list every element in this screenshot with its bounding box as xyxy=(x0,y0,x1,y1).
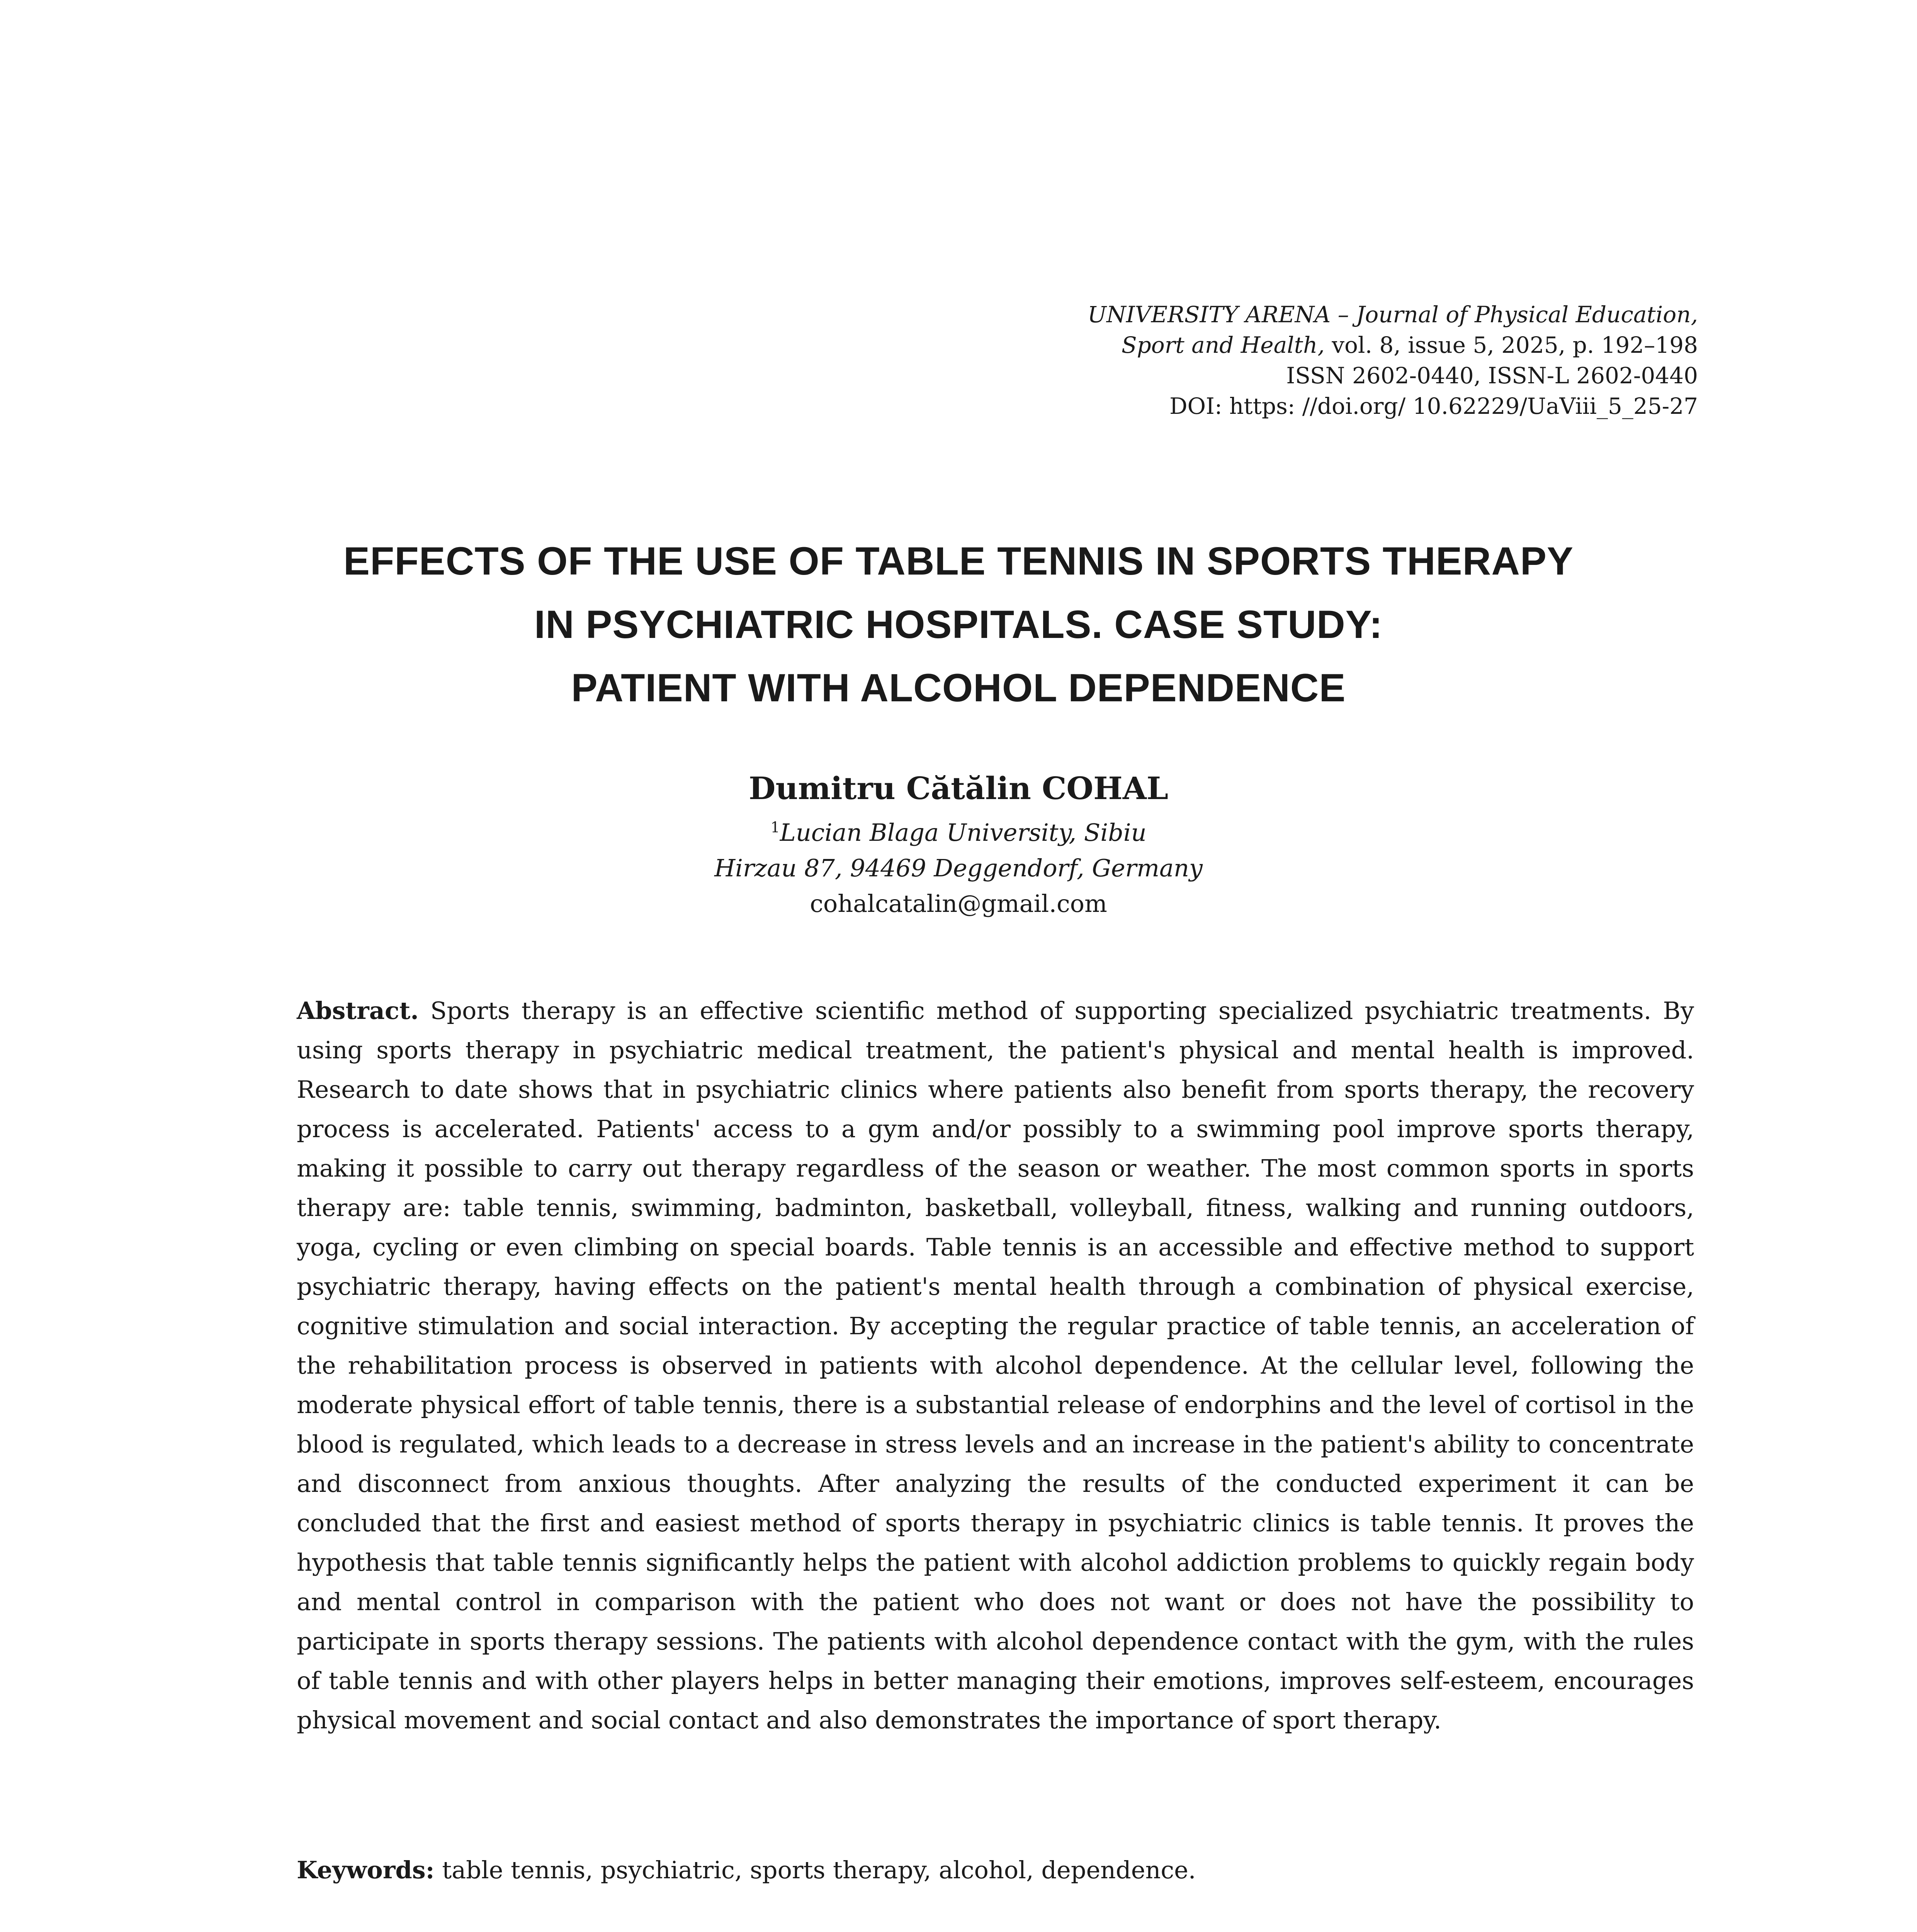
keywords-text: table tennis, psychiatric, sports therapy, alcohol, dependence. xyxy=(442,1856,1196,1884)
abstract xyxy=(297,991,1694,1740)
abstract-label: Abstract. xyxy=(297,997,419,1025)
author-name: Dumitru Cătălin COHAL xyxy=(748,770,1169,806)
author-block xyxy=(219,767,1698,922)
author-address: Hirzau 87, 94469 Deggendorf, Germany xyxy=(714,854,1203,882)
keywords-label: Keywords: xyxy=(297,1856,435,1884)
journal-doi: DOI: https: //doi.org/ 10.62229/UaViii_5_25-27 xyxy=(1169,393,1698,419)
affiliation-mark: 1 xyxy=(770,819,780,836)
abstract-text: Sports therapy is an effective scientific method of supporting specialized psychiatric treatments. By using sports therapy in psychiatric medical treatment, the patient's physical and mental health is improved. Research to date shows that in psychiatric clinics where patients also benefit from sports therapy, the recovery process is accelerated. Patients' access to a gym and/or possibly to a swimming pool improve sports therapy, making it possible to carry out therapy regardless of the season or weather. The most common sports in sports therapy are: table tennis, swimming, badminton, basketball, volleyball, fitness, walking and running outdoors, yoga, cycling or even climbing on special boards. Table tennis is an accessible and effective method to support psychiatric therapy, having effects on the patient's mental health through a combination of physical exercise, cognitive stimulation and social interaction. By accepting the regular practice of table tennis, an acceleration of the rehabilitation process is observed in patients with alcohol dependence. At the cellular level, following the moderate physical effort of table tennis, there is a substantial release of endorphins and the level of cortisol in the blood is regulated, which leads to a decrease in stress levels and an increase in the patient's ability to concentrate and disconnect from anxious thoughts. After analyzing the results of the conducted experiment it can be concluded that the first and easiest method of sports therapy in psychiatric clinics is table tennis. It proves the hypothesis that table tennis significantly helps the patient with alcohol addiction problems to quickly regain body and mental control in comparison with the patient who does not want or does not have the possibility to participate in sports therapy sessions. The patients with alcohol dependence contact with the gym, with the rules of table tennis and with other players helps in better managing their emotions, improves self-esteem, encourages physical movement and social contact and also demonstrates the importance of sport therapy. xyxy=(297,997,1694,1734)
keywords xyxy=(297,1851,1694,1889)
author-email[interactable]: cohalcatalin@gmail.com xyxy=(810,889,1107,918)
title-line-3: PATIENT WITH ALCOHOL DEPENDENCE xyxy=(571,666,1346,710)
journal-issn: ISSN 2602-0440, ISSN-L 2602-0440 xyxy=(1286,362,1698,389)
journal-header xyxy=(848,299,1698,422)
title-line-2: IN PSYCHIATRIC HOSPITALS. CASE STUDY: xyxy=(534,602,1383,646)
journal-name: UNIVERSITY ARENA – Journal of Physical Education, xyxy=(1088,301,1698,328)
journal-volume-info: Sport and Health, vol. 8, issue 5, 2025, p. 192–198 xyxy=(1121,332,1698,358)
title-line-1: EFFECTS OF THE USE OF TABLE TENNIS IN SPORTS THERAPY xyxy=(343,539,1574,583)
paper-title xyxy=(219,529,1698,719)
author-affiliation: $^1$Lucian Blaga University, Sibiu xyxy=(770,818,1147,847)
